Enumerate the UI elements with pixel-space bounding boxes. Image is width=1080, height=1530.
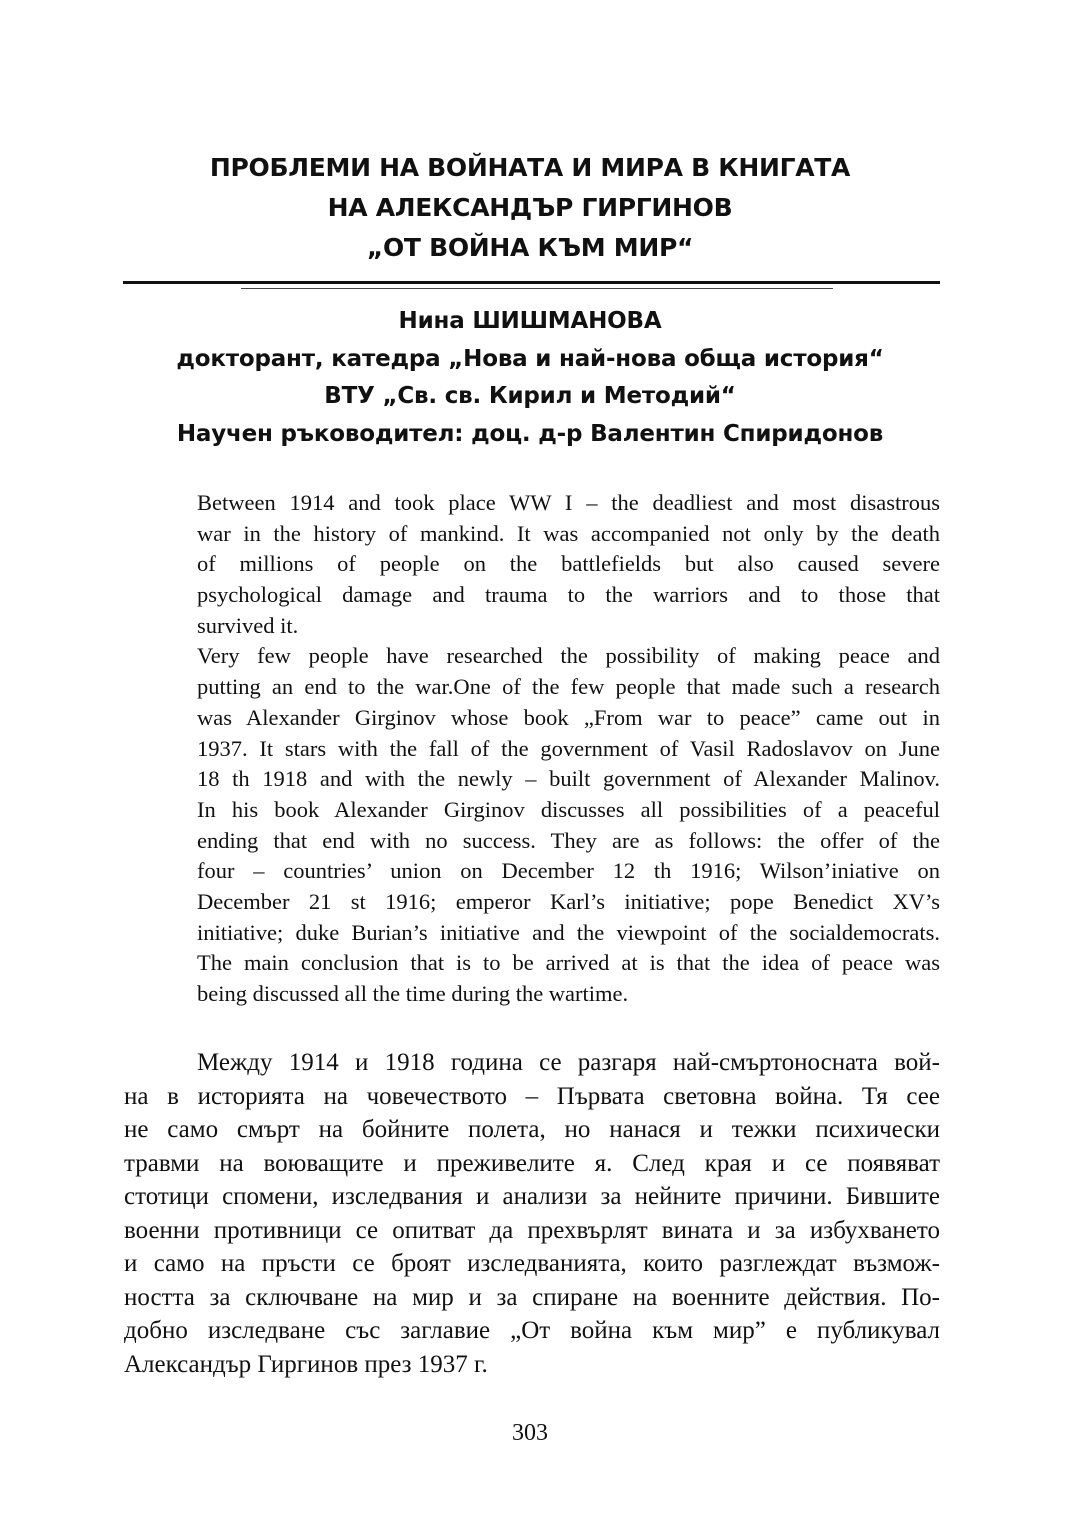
body-line: военни противници се опитват да прехвърлят вината и за избухването bbox=[124, 1216, 940, 1244]
abstract-line: In his book Alexander Girginov discusses all possibilities of a peaceful bbox=[197, 796, 940, 822]
abstract-line: of millions of people on the battlefields but also caused severe bbox=[197, 551, 940, 577]
body-line: Александър Гиргинов през 1937 г. bbox=[124, 1350, 488, 1378]
title-divider-thick bbox=[123, 281, 940, 284]
article-title bbox=[120, 148, 940, 268]
abstract-line: 18 th 1918 and with the newly – built government of Alexander Malinov. bbox=[197, 766, 940, 792]
abstract-line: ending that end with no success. They are as follows: the offer of the bbox=[197, 827, 940, 853]
abstract-line: was Alexander Girginov whose book „From war to peace” came out in bbox=[197, 704, 940, 730]
abstract-line: Between 1914 and took place WW I – the deadliest and most disastrous bbox=[197, 490, 940, 515]
body-line: и само на пръсти се броят изследванията, които разглеждат възмож- bbox=[124, 1250, 940, 1277]
author-block bbox=[120, 303, 940, 453]
body-line: на в историята на човечеството – Първата световна война. Тя сее bbox=[124, 1082, 940, 1110]
abstract-line: putting an end to the war.One of the few people that made such a research bbox=[197, 674, 940, 700]
author-position: докторант, катедра „Нова и най-нова обща история“ bbox=[176, 345, 884, 372]
body-line: не само смърт на бойните полета, но нанася и тежки психически bbox=[124, 1116, 940, 1143]
title-divider-thin bbox=[241, 288, 833, 289]
author-university: ВТУ „Св. св. Кирил и Методий“ bbox=[324, 383, 736, 409]
abstract-line: being discussed all the time during the wartime. bbox=[197, 981, 629, 1006]
author-supervisor: Научен ръководител: доц. д-р Валентин Спиридонов bbox=[176, 420, 884, 447]
abstract-line: The main conclusion that is to be arrived at is that the idea of peace was bbox=[197, 950, 940, 976]
abstract bbox=[197, 488, 940, 1010]
abstract-line: war in the history of mankind. It was accompanied not only by the death bbox=[197, 520, 940, 546]
body-line: Между 1914 и 1918 година се разгаря най-смъртоносната вой- bbox=[197, 1049, 940, 1076]
body-paragraph bbox=[124, 1046, 940, 1381]
title-line-1: ПРОБЛЕМИ НА ВОЙНАТА И МИРА В КНИГАТА bbox=[209, 153, 851, 182]
abstract-line: initiative; duke Burian’s initiative and the viewpoint of the socialdemocrats. bbox=[197, 919, 940, 945]
abstract-line: survived it. bbox=[197, 612, 299, 638]
abstract-line: psychological damage and trauma to the warriors and to those that bbox=[197, 582, 940, 608]
page-number: 303 bbox=[512, 1420, 548, 1446]
abstract-line: four – countries’ union on December 12 th 1916; Wilson’iniative on bbox=[197, 858, 940, 884]
body-line: травми на воюващите и преживелите я. След края и се появяват bbox=[124, 1149, 940, 1177]
author-name: Нина ШИШМАНОВА bbox=[398, 308, 662, 334]
body-line: ността за сключване на мир и за спиране на военните действия. По- bbox=[124, 1283, 940, 1311]
title-line-3: „ОТ ВОЙНА КЪМ МИР“ bbox=[366, 233, 694, 262]
abstract-line: 1937. It stars with the fall of the government of Vasil Radoslavov on June bbox=[197, 735, 940, 761]
body-line: стотици спомени, изследвания и анализи за нейните причини. Бившите bbox=[124, 1183, 940, 1210]
title-line-2: НА АЛЕКСАНДЪР ГИРГИНОВ bbox=[327, 193, 733, 222]
body-line: добно изследване със заглавие „От война към мир” е публикувал bbox=[124, 1317, 940, 1344]
abstract-line: Very few people have researched the possibility of making peace and bbox=[197, 643, 940, 669]
abstract-line: December 21 st 1916; emperor Karl’s initiative; pope Benedict XV’s bbox=[197, 888, 940, 914]
